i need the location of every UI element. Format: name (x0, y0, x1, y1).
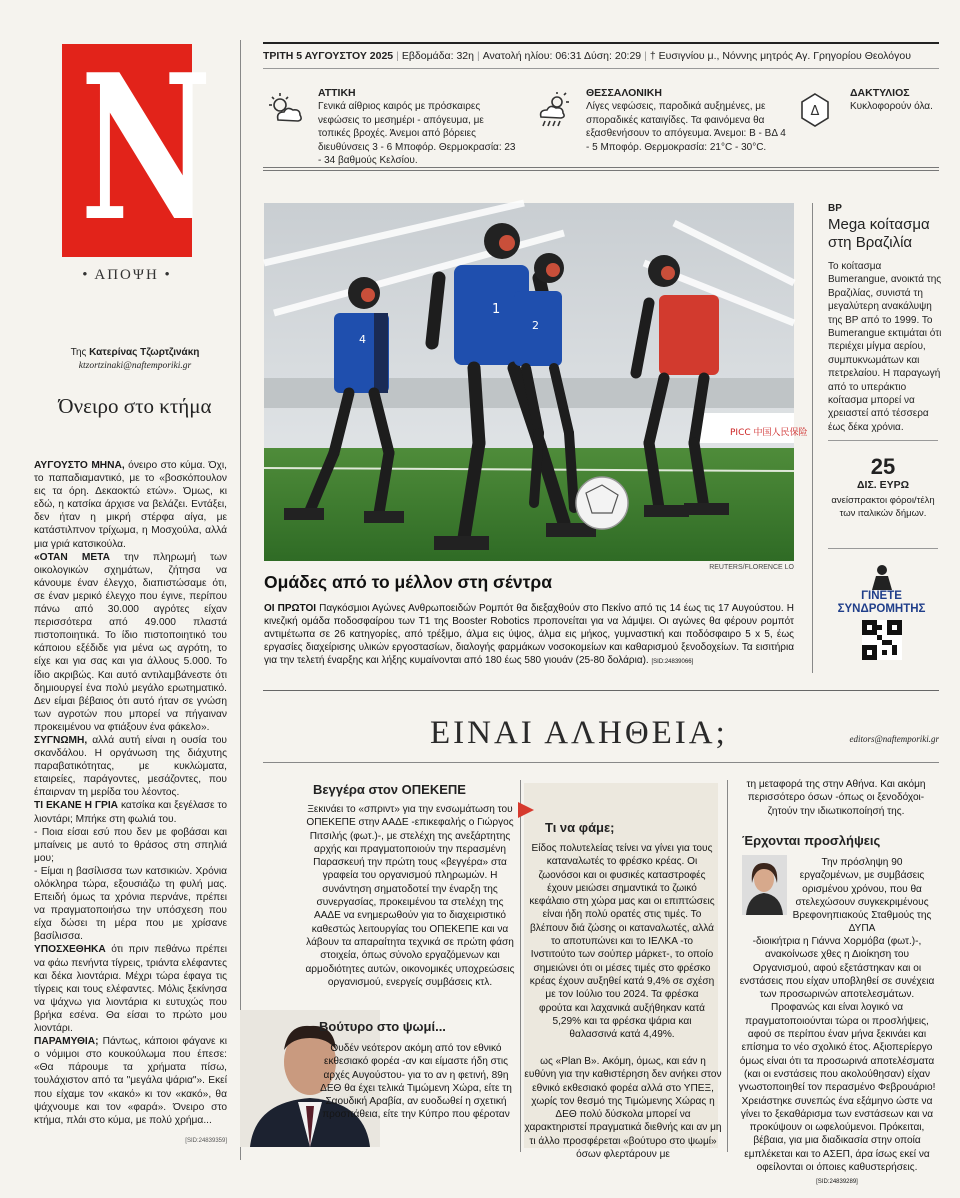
header-bottom-rule (263, 167, 939, 171)
svg-text:1: 1 (492, 302, 501, 317)
section2-title: ΕΙΝΑΙ ΑΛΗΘΕΙΑ; (430, 715, 728, 751)
sidebar-category: BP (828, 203, 842, 214)
big-number-text: ανείσπρακτοι φόροι/τέλη των ιταλικών δήμων. (831, 495, 935, 519)
main-lead: ΟΙ ΠΡΩΤΟΙ Παγκόσμιοι Αγώνες Ανθρωποειδών Ρομπότ θα διεξαχθούν στο Πεκίνο από τις 14 έως τις 17 Αυγούστου. Η κινεζική ομάδα ποδοσφαίρου των T1 της Booster Robotics προπονείται για να λάμψει. Οι αγώνες θα φέρουν ρομπότ αντιμέτωπα σε 26 κατηγορίες, από τρέξιμο, άλμα εις ύψος, άλμα εις μήκος, γυμναστική και ποδόσφαιρο 5 x 5, έως εργασίες διαχείρισης υλικών εργοστασίων, διαλογής φαρμάκων νοσοκομείων και καθαρισμού ξενοδοχείων. Τα εισιτήρια για την τελετή έναρξης και λήξης κυμαίνονται από 180 έως 580 γιουάν (25-80 δολάρια). [SID:24839066] (264, 603, 794, 666)
column-paragraph: - Είμαι η βασίλισσα των κατσικιών. Χρόνια ολόκληρα τώρα, εξουσιάζω τη φυλή μας. Επειδή όμως τα χρόνια περνάνε, πρέπει να πραγματοποιήσω την υπόσχεση που είχα δώσει τη μέρα που με χρίσανε βασίλισσα. (34, 865, 227, 943)
sidebar-text: Το κοίτασμα Bumerangue, ανοικτά της Βραζιλίας, συνιστά τη μεγαλύτερη ανακάλυψη της BP από το 1999. Το Bumerangue εκτιμάται ότι περιέχει μίγμα αερίου, συμπυκνωμάτων και πετρελαίου. Η παραγωγή από το υπεράκτιο κοίτασμα μπορεί να χρειαστεί από τέσσερα έως δέκα χρόνια. (828, 261, 942, 433)
big-number-label: ΔΙΣ. ΕΥΡΩ (856, 479, 910, 491)
sidebar-rule-2 (828, 548, 938, 549)
svg-text:2: 2 (532, 319, 539, 332)
subscribe-box[interactable] (824, 560, 939, 668)
chormova-photo (742, 855, 787, 915)
author-name: Κατερίνας Τζωρτζινάκη (89, 347, 200, 358)
svg-text:4: 4 (359, 333, 366, 346)
column-paragraph: ΣΥΓΝΩΜΗ, αλλά αυτή είναι η ουσία του σκανδάλου. Η οργάνωση της διάχυτης παραβατικότητας, με κυκλώματα, εταιρείες, παράγοντες, μεσάζοντες, που έπαιρναν τη μερίδα του λέοντος. (34, 734, 227, 799)
column-paragraph: «ΟΤΑΝ ΜΕΤΑ την πληρωμή των οικολογικών σχημάτων, ζήτησα να κάνουμε έναν έλεγχο, διαπιστώσαμε ότι, σε έναν μερικό έλεγχο που έγινε, περίπου πάνω από 30.000 αγρότες είχαν περισσότερα από 49.000 πλαστά πιστοποιητικά. Το ίδιο πιστοποιητικό του κάποιου εξέδιδε για μένα ως αγρότη, το είχε και για σας και για άλλους 5.000. Το ίδιο ακριβώς. Και αυτό αντιλαμβάνεστε ότι δημιουργεί ένα πολύ μεγάλο ερωτηματικό. Δεν είμαι βέβαιος ότι αυτό ήταν σε γνώση των αγροτών που μπορεί να πήγαιναν προκειμένου να φτιάξουν ένα φάκελο». (34, 551, 227, 733)
subscribe-line1: ΓΙΝΕΤΕ (861, 590, 902, 602)
column-paragraph: ΠΑΡΑΜΥΘΙΑ; Πάντως, κάποιοι φάγανε κι ο νόμιμοι στο κουκούλωμα που έπεσε: «Θα πάρουμε τα χρήματα πίσω, τουλάχιστον από τα "μεγάλα ψάρια"». Εκεί που είχαμε τον «κακό» κι τον «κακό», θα ψάχνουμε και τον «φαρά». Όνειρο στο κτήμα, πλάι στο κύμα, με πολύ χρήμα... (34, 1036, 227, 1126)
section2-rule (263, 690, 939, 691)
reader-icon (867, 564, 897, 590)
sidebar-rule (828, 440, 938, 441)
hire-title: Έρχονται προσλήψεις (742, 833, 881, 848)
column-paragraph: - Ποια είσαι εσύ που δεν με φοβάσαι και μπαίνεις με αυτό το θράσος στη σπηλιά μου; (34, 826, 227, 864)
weather-thessaloniki: ΘΕΣΣΑΛΟΝΙΚΗ Λίγες νεφώσεις, παροδικά αυξημένες, με σποραδικές καταιγίδες. Τα φαινόμενα θα εξασθενήσουν το απόγευμα. Άνεμοι: Β - ΒΔ 4 - 5 Μποφόρ. Θερμοκρασία: 21°C - 30°C. (586, 87, 786, 153)
newspaper-logo (62, 31, 212, 266)
author-email[interactable]: ktzortzinaki@naftemporiki.gr (78, 361, 192, 371)
hire-text-b: -διοικήτρια η Γιάννα Χορμόβα (φωτ.)-, ανακοίνωσε χθες η Διοίκηση του Οργανισμού, αφού εξετάστηκαν και οι ενστάσεις που είχαν υποβληθεί σε συνέχεια των προσωρινών αποτελεσμάτων. Προφανώς και είναι λογικό να πραγματοποιούνται τώρα οι προσλήψεις, αφού σε περίπου έναν μήνα ξεκινάει και επίσημα το νέο σχολικό έτος. Αξιοπερίεργο όμως είναι ότι τα προσωρινά αποτελέσματα (και οι ενστάσεις που ακολούθησαν) είχαν γνωστοποιηθεί τον περασμένο Φεβρουάριο! Χρειάστηκε συνεπώς ένα εξάμηνο ώστε να γίνει το ξεκαθάρισμα των ενστάσεων και να προκύψουν οι ωφελούμενοι. Πρόκειται, βέβαια, για μια διαδικασία στην οποία εμπλέκεται και το ΑΣΕΠ, άρα ίσως εκεί να οφείλονται οι όποιες καθυστερήσεις. [SID:24839289] (738, 936, 936, 1186)
weather-ring: ΔΑΚΤΥΛΙΟΣ Κυκλοφορούν όλα. (850, 87, 933, 113)
article-opekepe-text: Ξεκινάει το «σπριντ» για την ενσωμάτωση του ΟΠΕΚΕΠΕ στην ΑΑΔΕ -επικεφαλής ο Γιώργος Πιτσιλής (φωτ.)-, με στελέχη της ανεξάρτητης αρχής και πραγματοποιούν την περασμένη Παρασκευή την πρώτη τους «βεγγέρα» στα γραφεία του οργανισμού πληρωμών. Η συνάντηση σηματοδοτεί την έναρξη της συνεργασίας, προκειμένου τα στελέχη της ΑΑΔΕ να ενημερωθούν για το διαχειριστικό καθεστώς λειτουργίας του ΟΠΕΚΕΠΕ και να λάβουν τα απαραίτητα τεχνικά σε πρώτη φάση στοιχεία, όπως σύνολο εργαζόμενων και αρμοδιότητες αυτών, οικονομικές υποχρεώσεις οργανισμού, ενεργείς συμβάσεις κτλ. (305, 804, 515, 988)
planb-text: ως «Plan B». Ακόμη, όμως, και εάν η ευθύνη για την καθιστέρηση δεν ανήκει στον εθνικό εκθεσιακό φορέα αλλά στο ΥΠΕΞ, χωρίς τον θεσμό της Τιμώμενης Χώρας η ΔΕΘ πολύ δύσκολα μπορεί να χαρακτηριστεί πραγματικά διεθνής και αν μη τι άλλο προσφέρεται «βούτυρο στο ψωμί» όσων φλερτάρουν με (524, 1056, 722, 1161)
food-title: Τι να φάμε; (545, 820, 615, 835)
byline: Της Κατερίνας Τζωρτζινάκη (70, 347, 200, 358)
paragraph-lead: ΤΙ ΕΚΑΝΕ Η ΓΡΙΑ (34, 800, 119, 812)
column-paragraph: ΤΙ ΕΚΑΝΕ Η ΓΡΙΑ κατσίκα και ξεγέλασε το λιοντάρι; Μπήκε στη φωλιά του. (34, 800, 227, 825)
subscribe-line2: ΣΥΝΔΡΟΜΗΤΗΣ (837, 603, 926, 615)
section2-rule-2 (263, 762, 939, 763)
weather-attica: ΑΤΤΙΚΗ Γενικά αίθριος καιρός με πρόσκαιρες νεφώσεις το μεσημέρι - απόγευμα, με τοπικές βροχές. Άνεμοι από βόρειες διευθύνσεις 3 - 6 Μποφόρ. Θερμοκρασία: 23 - 34 βαθμούς Κελσίου. (318, 87, 516, 167)
section2-divider-1 (520, 780, 521, 1152)
saints: † Ευσιγνίου μ., Νόννης μητρός Αγ. Γρηγορίου Θεολόγου (649, 50, 911, 62)
article-opekepe-title: Βεγγέρα στον ΟΠΕΚΕΠΕ (313, 782, 466, 797)
food-text: Είδος πολυτελείας τείνει να γίνει για τους καταναλωτές το φρέσκο κρέας. Οι ζωονόσοι και οι φυσικές καταστροφές έχουν μειώσει σημαντικά το ζωικό κεφάλαιο στη χώρα μας και οι επιπτώσεις είναι ήδη πολύ ορατές στις τιμές. Το βλέπουν διά ζώσης οι καταναλωτές, αλλά το αποτυπώνει και το ΙΕΛΚΑ -το Ινστιτούτο των σούπερ μάρκετ-, το οποίο σημειώνει ότι οι μέσες τιμές στο φρέσκο κρέας έχουν αυξηθεί κατά 9,4% σε σχέση με τον Ιούλιο του 2024. Τα φρέσκα φρούτα και λαχανικά αυξήθηκαν κατά 5,29% και τα φρέσκα ψάρια και θαλασσινά κατά 4,49%. (529, 843, 715, 1041)
hire-text-a: Την πρόσληψη 90 εργαζομένων, με συμβάσεις ορισμένου χρόνου, που θα στελεχώσουν συγκεκριμένους Βρεφονηπιακούς Σταθμούς της ΔΥΠΑ (792, 857, 932, 935)
col3-text: τη μεταφορά της στην Αθήνα. Και ακόμη περισσότερο όσων -όπως οι ξενοδόχοι- ζητούν την ιδιωτικοποίησή της. (746, 779, 926, 817)
column-divider (240, 40, 241, 1160)
qr-code-icon[interactable] (862, 620, 902, 660)
header-rule (263, 42, 939, 44)
paragraph-lead: ΠΑΡΑΜΥΘΙΑ; (34, 1036, 99, 1048)
butter-title: Βούτυρο στο ψωμί... (319, 1019, 446, 1034)
date: ΤΡΙΤΗ 5 ΑΥΓΟΥΣΤΟΥ 2025 (263, 50, 394, 62)
column-title: Όνειρο στο κτήμα (58, 394, 212, 418)
sidebar-divider (812, 203, 813, 673)
robots-football-photo (264, 203, 808, 561)
column-paragraph: ΥΠΟΣΧΕΘΗΚΑ ότι πριν πεθάνω πρέπει να φάω πενήντα τίγρεις, τριάντα ελέφαντες και δέκα λιοντάρια. Μέχρι τώρα έφαγα τις τίγρεις και τους ελέφαντες. Μόλις ξεκίνησα να ψάχνω για λιοντάρια κι ευτυχώς που βρήκα εσένα. Θα είσαι το πρώτο μου λιοντάρι. (34, 944, 227, 1035)
logo-letter: N (80, 31, 212, 266)
paragraph-lead: «ΟΤΑΝ ΜΕΤΑ (34, 551, 110, 563)
main-headline: Ομάδες από το μέλλον στη σέντρα (264, 572, 553, 592)
header-rule-thin (263, 68, 939, 69)
big-number: 25 (870, 454, 896, 479)
photo-credit: REUTERS/FLORENCE LO (709, 564, 794, 571)
paragraph-lead: ΑΥΓΟΥΣΤΟ ΜΗΝΑ, (34, 460, 125, 471)
arrow-marker-icon (518, 802, 534, 818)
paragraph-lead: ΥΠΟΣΧΕΘΗΚΑ (34, 944, 106, 956)
partly-sunny-icon (266, 90, 306, 130)
sun-rain-icon (535, 90, 575, 130)
paragraph-lead: ΣΥΓΝΩΜΗ, (34, 734, 88, 746)
editors-email[interactable]: editors@naftemporiki.gr (849, 734, 939, 744)
butter-text: Ουδέν νεότερον ακόμη από τον εθνικό εκθεσιακό φορέα -αν και είμαστε ήδη στις αρχές Αυγούστου- για το αν η φετινή, 89η ΔΕΘ θα έχει τελικά Τιμώμενη Χώρα, είτε τη Σαουδική Αραβία, αν ευοδωθεί η σχετική προσπάθεια, είτε την Κύπρο που φέροταν (320, 1043, 512, 1121)
sun-times: Ανατολή ηλίου: 06:31 Δύση: 20:29 (482, 50, 642, 62)
sidebar-title: Mega κοίτασμα στη Βραζιλία (828, 216, 930, 251)
section2-divider-2 (727, 780, 728, 1152)
week: Εβδομάδα: 32η (401, 50, 474, 62)
section-label: • ΑΠΟΨΗ • (82, 267, 172, 283)
column-sid: [SID:24839359] (185, 1138, 227, 1144)
banner-text: PICC 中国人民保险 (730, 428, 808, 438)
column-body (34, 459, 227, 1127)
ring-sign-icon (795, 90, 835, 130)
svg-text:Δ: Δ (810, 104, 820, 119)
date-row: ΤΡΙΤΗ 5 ΑΥΓΟΥΣΤΟΥ 2025 | Εβδομάδα: 32η | Ανατολή ηλίου: 06:31 Δύση: 20:29 | † Ευσιγνίου μ., Νόννης μητρός Αγ. Γρηγορίου Θεολόγου (263, 50, 911, 62)
column-paragraph: ΑΥΓΟΥΣΤΟ ΜΗΝΑ, όνειρο στο κύμα. Όχι, το παπαδιαμαντικό, με το «βοσκόπουλον εις τα όρη. Δεκαοκτώ ετών». Όμως, κι εδώ, η κατσίκα άρχισε να βελάζει. Εντάξει, δεν ήταν η μικρή στέρφα αίγα, με κατάστιλπνον τρίχωμα, η Μοσχούλα, αλλά μια γριά κατσικούλα. (34, 460, 227, 550)
